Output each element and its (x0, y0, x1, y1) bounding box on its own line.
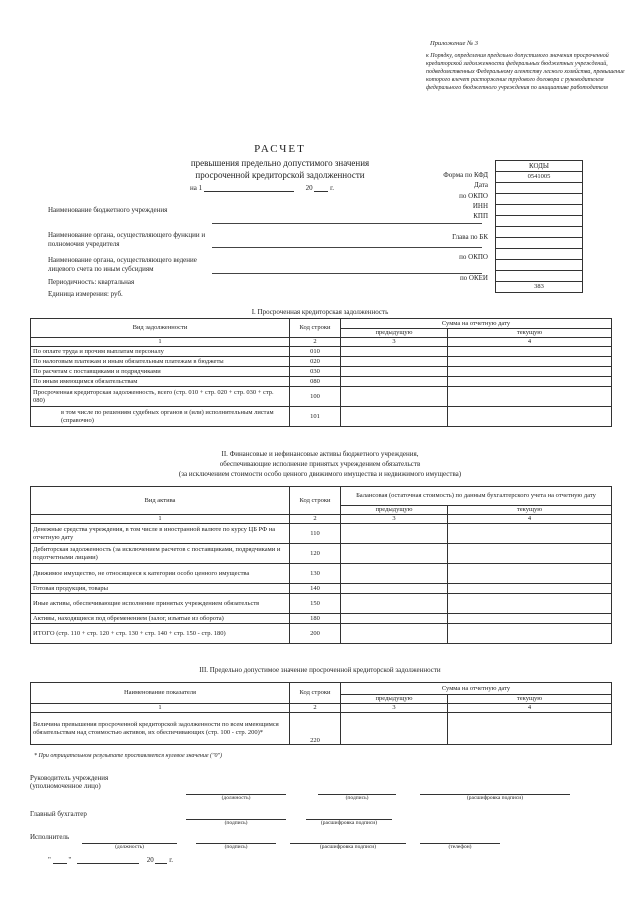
institution-label: Наименование бюджетного учреждения (48, 206, 168, 214)
account-field[interactable] (212, 272, 482, 274)
s2-col-cur: текущую (448, 506, 612, 515)
caption-position: (должность) (115, 844, 144, 850)
table-row (31, 624, 612, 644)
blank-code[interactable] (496, 227, 583, 238)
s1-col-code: Код строки (290, 319, 341, 338)
row-label: По расчетам с поставщиками и подрядчиками (31, 367, 290, 377)
cell-cur[interactable] (448, 377, 612, 387)
cell-cur[interactable] (448, 407, 612, 427)
s3-col-cur: текущую (448, 695, 612, 704)
row-label: По налоговым платежам и иным обязательным платежам в бюджеты (31, 357, 290, 367)
section2-table (30, 486, 612, 644)
s3-col-type: Наименование показателя (31, 683, 290, 704)
cell-prev[interactable] (341, 594, 448, 614)
cell-cur[interactable] (448, 594, 612, 614)
table-row (31, 544, 612, 564)
row-code: 110 (290, 524, 341, 544)
cell-prev[interactable] (341, 347, 448, 357)
doc-subtitle-1: превышения предельно допустимого значения (190, 158, 370, 168)
doc-subtitle-2: просроченной кредиторской задолженности (195, 170, 365, 180)
caption-decode: (расшифровка подписи) (466, 795, 524, 801)
code-label: по ОКПО (459, 191, 488, 200)
codes-table (495, 160, 583, 293)
sign-month-field[interactable] (77, 855, 139, 864)
table-row (31, 347, 612, 357)
row-label: Величина превышения просроченной кредиторской задолженности по всем имеющимся обязательствам над стоимостью активов, их обеспечивающих (стр. 100 - стр. 200)* (31, 713, 290, 745)
cell-prev[interactable] (341, 377, 448, 387)
head-label: Руководитель учреждения (уполномоченное лицо) (30, 774, 109, 791)
founder-field[interactable] (212, 246, 482, 248)
account-label: Наименование органа, осуществляющего ведение лицевого счета по иным субсидиям (48, 256, 197, 273)
cell-prev[interactable] (341, 524, 448, 544)
table-row (31, 387, 612, 407)
s1-col-type: Вид задолженности (31, 319, 290, 338)
s2-col-sum: Балансовая (остаточная стоимость) по данным бухгалтерского учета на отчетную дату (341, 487, 612, 506)
sign-year: 20 (146, 855, 154, 864)
s3-col-prev: предыдущую (341, 695, 448, 704)
row-code: 220 (290, 713, 341, 745)
sign-date-line (48, 855, 173, 864)
row-code: 180 (290, 614, 341, 624)
caption-decode: (расшифровка подписи) (319, 844, 377, 850)
section1-table (30, 318, 612, 427)
row-code: 120 (290, 544, 341, 564)
row-code: 200 (290, 624, 341, 644)
s3-num: 2 (290, 704, 341, 713)
date-code[interactable] (496, 183, 583, 194)
cell-prev[interactable] (341, 407, 448, 427)
table-row (31, 524, 612, 544)
code-label: КПП (473, 212, 488, 221)
doc-title: РАСЧЕТ (254, 143, 306, 155)
cell-prev[interactable] (341, 564, 448, 584)
date-quote: " (48, 855, 51, 864)
blank-code[interactable] (496, 271, 583, 282)
cell-cur[interactable] (448, 584, 612, 594)
s1-col-prev: предыдущую (341, 329, 448, 338)
row-label: Активы, находящиеся под обременением (залог, изъятые из оборота) (31, 614, 290, 624)
row-label: Готовая продукция, товары (31, 584, 290, 594)
cell-prev[interactable] (341, 357, 448, 367)
s3-col-code: Код строки (290, 683, 341, 704)
s3-num: 1 (31, 704, 290, 713)
table-row (31, 584, 612, 594)
code-label: ИНН (472, 201, 488, 210)
date-quote: " (68, 855, 72, 864)
founder-label: Наименование органа, осуществляющего функции и полномочия учредителя (48, 231, 206, 248)
table-row (31, 377, 612, 387)
okpo-code[interactable] (496, 194, 583, 205)
okei-code[interactable]: 383 (496, 282, 583, 293)
cell-cur[interactable] (448, 564, 612, 584)
sign-year-field[interactable] (155, 855, 167, 864)
table-row (31, 564, 612, 584)
report-date-line (190, 183, 334, 192)
sign-date-suffix: г. (169, 855, 174, 864)
caption-signature: (подпись) (224, 844, 248, 850)
s1-num: 2 (290, 338, 341, 347)
s2-num: 2 (290, 515, 341, 524)
code-label: Форма по КФД (443, 171, 488, 179)
row-code: 140 (290, 584, 341, 594)
s1-num: 3 (341, 338, 448, 347)
s2-num: 4 (448, 515, 612, 524)
cell-cur[interactable] (448, 387, 612, 407)
caption-signature: (подпись) (345, 795, 369, 801)
s3-num: 3 (341, 704, 448, 713)
table-row (31, 357, 612, 367)
s3-num: 4 (448, 704, 612, 713)
s2-col-code: Код строки (290, 487, 341, 515)
cell-cur[interactable] (448, 614, 612, 624)
cell-prev[interactable] (341, 387, 448, 407)
date-year: 20 (305, 183, 313, 192)
date-prefix: на 1 (190, 183, 203, 192)
row-label: Просроченная кредиторская задолженность, всего (стр. 010 + стр. 020 + стр. 030 + стр. 080) (31, 387, 290, 407)
cell-cur[interactable] (448, 713, 612, 745)
s2-num: 1 (31, 515, 290, 524)
cell-cur[interactable] (448, 624, 612, 644)
table-row (31, 367, 612, 377)
row-label: Денежные средства учреждения, в том числе в иностранной валюте по курсу ЦБ РФ на отчетную дату (31, 524, 290, 544)
accountant-label: Главный бухгалтер (30, 810, 87, 818)
date-suffix: г. (330, 183, 334, 192)
row-code: 101 (290, 407, 341, 427)
caption-signature: (подпись) (224, 820, 248, 826)
row-label: ИТОГО (стр. 110 + стр. 120 + стр. 130 + стр. 140 + стр. 150 - стр. 180) (31, 624, 290, 644)
bk-code[interactable] (496, 238, 583, 249)
row-label: Иные активы, обеспечивающие исполнение принятых учреждением обязательств (31, 594, 290, 614)
s3-col-sum: Сумма на отчетную дату (341, 683, 612, 695)
caption-decode: (расшифровка подписи) (320, 820, 378, 826)
date-field[interactable] (204, 183, 294, 192)
row-code: 080 (290, 377, 341, 387)
table-row (31, 407, 612, 427)
row-label: Движимое имущество, не относящееся к категории особо ценного имущества (31, 564, 290, 584)
okud-code[interactable]: 0541005 (496, 172, 583, 183)
table-row (31, 713, 612, 745)
cell-cur[interactable] (448, 367, 612, 377)
row-code: 100 (290, 387, 341, 407)
s1-num: 4 (448, 338, 612, 347)
s2-col-type: Вид актива (31, 487, 290, 515)
unit: Единица измерения: руб. (48, 290, 123, 298)
section3-table (30, 682, 612, 745)
row-code: 030 (290, 367, 341, 377)
row-code: 020 (290, 357, 341, 367)
cell-cur[interactable] (448, 357, 612, 367)
section3-title: III. Предельно допустимое значение просроченной кредиторской задолженности (199, 666, 441, 674)
cell-cur[interactable] (448, 524, 612, 544)
row-code: 010 (290, 347, 341, 357)
codes-header: КОДЫ (496, 161, 583, 172)
row-label: Дебиторская задолженность (за исключением расчетов с поставщиками, подрядчиками и подотчетными лицами) (31, 544, 290, 564)
table-row (31, 594, 612, 614)
caption-phone: (телефон) (448, 844, 472, 850)
row-label: По оплате труда и прочим выплатам персоналу (31, 347, 290, 357)
section2-title-3: (за исключением стоимости особо ценного движимого имущества и недвижимого имущества) (178, 470, 462, 478)
cell-cur[interactable] (448, 347, 612, 357)
section3-note: * При отрицательном результате проставляется нулевое значение ("0") (34, 753, 223, 759)
code-label: Глава по БК (452, 232, 488, 241)
appendix-text: к Порядку, определения предельно допустимого значения просроченной кредиторской задолженности федеральных бюджетных учреждений, подведомственных Федеральному агентству лесного хозяйства, превышение которого влечет расторжение трудового договора с руководителем федерального бюджетного учреждения по инициативе работодателя (426, 53, 625, 91)
row-label: в том числе по решениям судебных органов и (или) исполнительным листам (справочно) (31, 407, 290, 427)
okpo2-code[interactable] (496, 260, 583, 271)
periodicity: Периодичность: квартальная (48, 278, 135, 286)
appendix-block (426, 40, 626, 92)
s1-col-sum: Сумма на отчетную дату (341, 319, 612, 329)
cell-cur[interactable] (448, 544, 612, 564)
year-field[interactable] (314, 183, 328, 192)
cell-prev[interactable] (341, 624, 448, 644)
caption-position: (должность) (221, 795, 251, 801)
s1-col-cur: текущую (448, 329, 612, 338)
s2-col-prev: предыдущую (341, 506, 448, 515)
cell-prev[interactable] (341, 367, 448, 377)
row-code: 130 (290, 564, 341, 584)
cell-prev[interactable] (341, 584, 448, 594)
inn-code[interactable] (496, 205, 583, 216)
section2-title-1: II. Финансовые и нефинансовые активы бюджетного учреждения, (221, 450, 419, 458)
institution-field[interactable] (212, 222, 482, 224)
code-label: по ОКЕИ (459, 273, 488, 282)
row-label: По иным имеющимся обязательствам (31, 377, 290, 387)
code-labels (400, 170, 488, 283)
appendix-number: Приложение № 3 (430, 40, 479, 47)
code-label: по ОКПО (459, 253, 488, 262)
cell-prev[interactable] (341, 544, 448, 564)
kpp-code[interactable] (496, 216, 583, 227)
row-code: 150 (290, 594, 341, 614)
executor-label: Исполнитель (30, 833, 70, 841)
table-row (31, 614, 612, 624)
s1-num: 1 (31, 338, 290, 347)
section1-title: I. Просроченная кредиторская задолженность (251, 308, 389, 316)
s2-num: 3 (341, 515, 448, 524)
code-label: Дата (474, 181, 488, 190)
blank-code[interactable] (496, 249, 583, 260)
section2-title-2: обеспечивающие исполнение принятых учреждением обязательств (219, 460, 421, 468)
sign-day-field[interactable] (53, 855, 67, 864)
cell-prev[interactable] (341, 713, 448, 745)
cell-prev[interactable] (341, 614, 448, 624)
